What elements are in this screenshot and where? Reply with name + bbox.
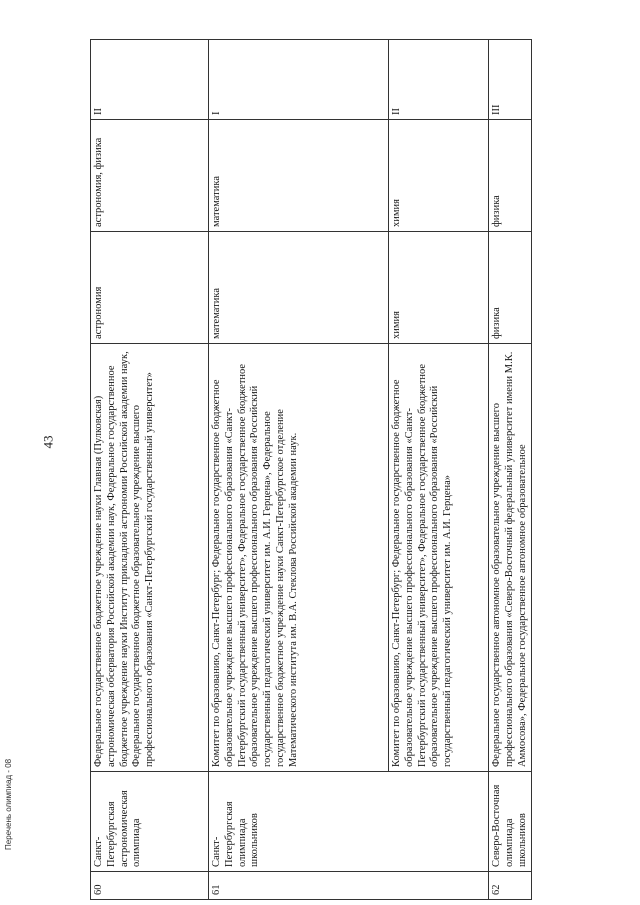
table-row	[389, 40, 489, 900]
olympiad-table	[90, 39, 532, 900]
rotated-page	[90, 40, 530, 900]
profile: физика	[489, 120, 532, 232]
level: II	[389, 40, 489, 120]
table-row	[209, 40, 389, 900]
organizer: Комитет по образованию, Санкт-Петербург; Федеральное государственное бюджетное образовательное учреждение высшего профессионального образования «Санкт-Петербургский государственный университет», Федеральное государственное бюджетное образовательное учреждение высшего профессионального образования «Российский государственный педагогический университет им. А.И. Герцена», Федеральное государственное бюджетное учреждение науки Санкт-Петербургское отделение Математического института им. В.А. Стеклова Российской академии наук.	[209, 344, 389, 772]
subject: астрономия	[91, 232, 209, 344]
subject: химия	[389, 232, 489, 344]
organizer: Федеральное государственное бюджетное учреждение науки Главная (Пулковская) астрономическая обсерватория Российской академии наук, Федеральное государственное бюджетное учреждение науки Институт прикладной астрономии Российской академии наук, Федеральное государственное бюджетное образовательное учреждение высшего профессионального образования «Санкт-Петербургский государственный университет»	[91, 344, 209, 772]
page-number: 43	[40, 435, 56, 449]
row-number: 60	[91, 872, 209, 900]
row-number: 61	[209, 872, 489, 900]
olympiad-name: Санкт-Петербургская астрономическая олимпиада	[91, 772, 209, 872]
profile: химия	[389, 120, 489, 232]
level: I	[209, 40, 389, 120]
row-number: 62	[489, 872, 532, 900]
olympiad-name: Северо-Восточная олимпиада школьников	[489, 772, 532, 872]
footer-text: Перечень олимпиад - 08	[4, 758, 13, 850]
table-row	[489, 40, 532, 900]
level: II	[91, 40, 209, 120]
organizer: Комитет по образованию, Санкт-Петербург; Федеральное государственное бюджетное образовательное учреждение высшего профессионального образования «Санкт-Петербургский государственный университет», Федеральное государственное бюджетное образовательное учреждение высшего профессионального образования «Российский государственный педагогический университет им. А.И. Герцена»	[389, 344, 489, 772]
subject: физика	[489, 232, 532, 344]
profile: математика	[209, 120, 389, 232]
subject: математика	[209, 232, 389, 344]
level: III	[489, 40, 532, 120]
profile: астрономия, физика	[91, 120, 209, 232]
table-row	[91, 40, 209, 900]
organizer: Федеральное государственное автономное образовательное учреждение высшего профессионального образования «Северо-Восточный федеральный университет имени М.К. Аммосова», Федеральное государственное автономное образовательное	[489, 344, 532, 772]
olympiad-name: Санкт-Петербургская олимпиада школьников	[209, 772, 489, 872]
